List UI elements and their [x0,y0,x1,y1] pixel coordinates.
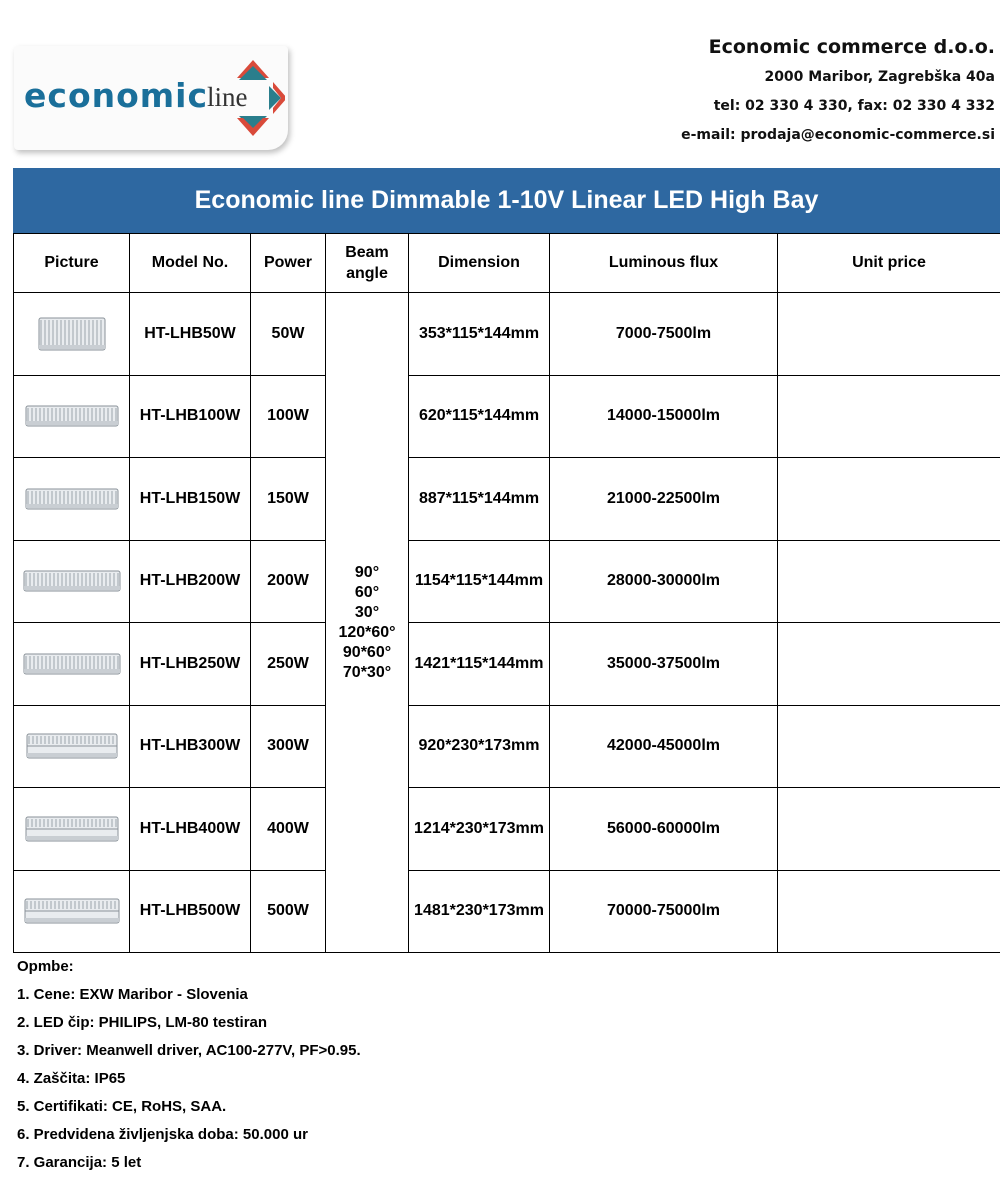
power-value: 250W [251,623,326,706]
beam-angle-value: 60° [354,583,380,601]
beam-angle-value: 90*60° [342,643,392,661]
company-logo [14,46,288,150]
table-row [14,375,1000,458]
note-item: 5. Certifikati: CE, RoHS, SAA. [17,1098,227,1115]
luminous-flux-value: 7000-7500lm [550,293,778,376]
beam-angle-value: 90° [354,563,380,581]
title-banner [13,168,1000,233]
dimension-value: 887*115*144mm [409,458,550,541]
col-header-flux: Luminous flux [550,234,778,293]
high-bay-lamp-50w-icon [36,314,108,354]
note-item: 7. Garancija: 5 let [17,1154,142,1171]
product-picture [14,293,130,376]
model-number: HT-LHB400W [130,788,251,871]
unit-price-value [778,623,1000,706]
col-header-price: Unit price [778,234,1000,293]
unit-price-value [778,293,1000,376]
unit-price-value [778,870,1000,953]
beam-angle-value: 120*60° [338,623,396,641]
note-item: 1. Cene: EXW Maribor - Slovenia [17,986,248,1003]
dimension-value: 920*230*173mm [409,705,550,788]
high-bay-lamp-500w-icon [22,895,122,927]
dimension-value: 1214*230*173mm [409,788,550,871]
high-bay-lamp-150w-icon [23,485,121,513]
logo-arrows-icon [219,56,285,140]
dimension-value: 620*115*144mm [409,375,550,458]
beam-angle-value: 70*30° [342,663,392,681]
luminous-flux-value: 56000-60000lm [550,788,778,871]
col-header-beam-angle-text: Beam angle [345,244,389,282]
beam-angle-value: 30° [354,603,380,621]
company-address: 2000 Maribor, Zagrebška 40a [764,69,995,85]
luminous-flux-value: 70000-75000lm [550,870,778,953]
logo-wordmark: economic [24,76,209,115]
col-header-picture: Picture [14,234,130,293]
power-value: 400W [251,788,326,871]
model-number: HT-LHB50W [130,293,251,376]
note-item: 3. Driver: Meanwell driver, AC100-277V, PF>0.95. [17,1042,361,1059]
model-number: HT-LHB250W [130,623,251,706]
company-phone: tel: 02 330 4 330, fax: 02 330 4 332 [713,98,995,114]
unit-price-value [778,540,1000,623]
note-item: 6. Predvidena življenjska doba: 50.000 ur [17,1126,308,1143]
product-picture [14,705,130,788]
power-value: 100W [251,375,326,458]
power-value: 500W [251,870,326,953]
luminous-flux-value: 14000-15000lm [550,375,778,458]
dimension-value: 1481*230*173mm [409,870,550,953]
notes-section [17,958,361,1182]
product-picture [14,375,130,458]
power-value: 200W [251,540,326,623]
note-item: 2. LED čip: PHILIPS, LM-80 testiran [17,1014,268,1031]
model-number: HT-LHB200W [130,540,251,623]
high-bay-lamp-100w-icon [23,402,121,430]
high-bay-lamp-400w-icon [23,813,121,845]
product-picture [14,623,130,706]
power-value: 150W [251,458,326,541]
company-info [681,36,995,156]
product-picture [14,458,130,541]
power-value: 50W [251,293,326,376]
luminous-flux-value: 28000-30000lm [550,540,778,623]
notes-title: Opmbe: [17,958,74,975]
company-name: Economic commerce d.o.o. [708,36,995,58]
model-number: HT-LHB150W [130,458,251,541]
col-header-power: Power [251,234,326,293]
company-email: e-mail: prodaja@economic-commerce.si [681,127,995,143]
high-bay-lamp-300w-icon [24,730,120,762]
table-row [14,623,1000,706]
model-number: HT-LHB100W [130,375,251,458]
luminous-flux-value: 21000-22500lm [550,458,778,541]
dimension-value: 1154*115*144mm [409,540,550,623]
product-picture [14,540,130,623]
unit-price-value [778,458,1000,541]
luminous-flux-value: 42000-45000lm [550,705,778,788]
col-header-dimension: Dimension [409,234,550,293]
product-picture [14,870,130,953]
model-number: HT-LHB500W [130,870,251,953]
dimension-value: 1421*115*144mm [409,623,550,706]
logo-suffix: line [207,82,248,112]
beam-angle-cell [326,293,409,953]
table-row [14,705,1000,788]
unit-price-value [778,375,1000,458]
product-picture [14,788,130,871]
col-header-beam-angle [326,234,409,293]
page-title: Economic line Dimmable 1-10V Linear LED High Bay [194,186,819,214]
dimension-value: 353*115*144mm [409,293,550,376]
table-header-row [14,234,1000,293]
high-bay-lamp-250w-icon [21,650,123,678]
table-row [14,458,1000,541]
table-row [14,540,1000,623]
unit-price-value [778,788,1000,871]
high-bay-lamp-200w-icon [21,567,123,595]
luminous-flux-value: 35000-37500lm [550,623,778,706]
table-row [14,293,1000,376]
power-value: 300W [251,705,326,788]
note-item: 4. Zaščita: IP65 [17,1070,126,1087]
col-header-model: Model No. [130,234,251,293]
table-row [14,788,1000,871]
model-number: HT-LHB300W [130,705,251,788]
product-table [13,233,1000,953]
unit-price-value [778,705,1000,788]
table-row [14,870,1000,953]
